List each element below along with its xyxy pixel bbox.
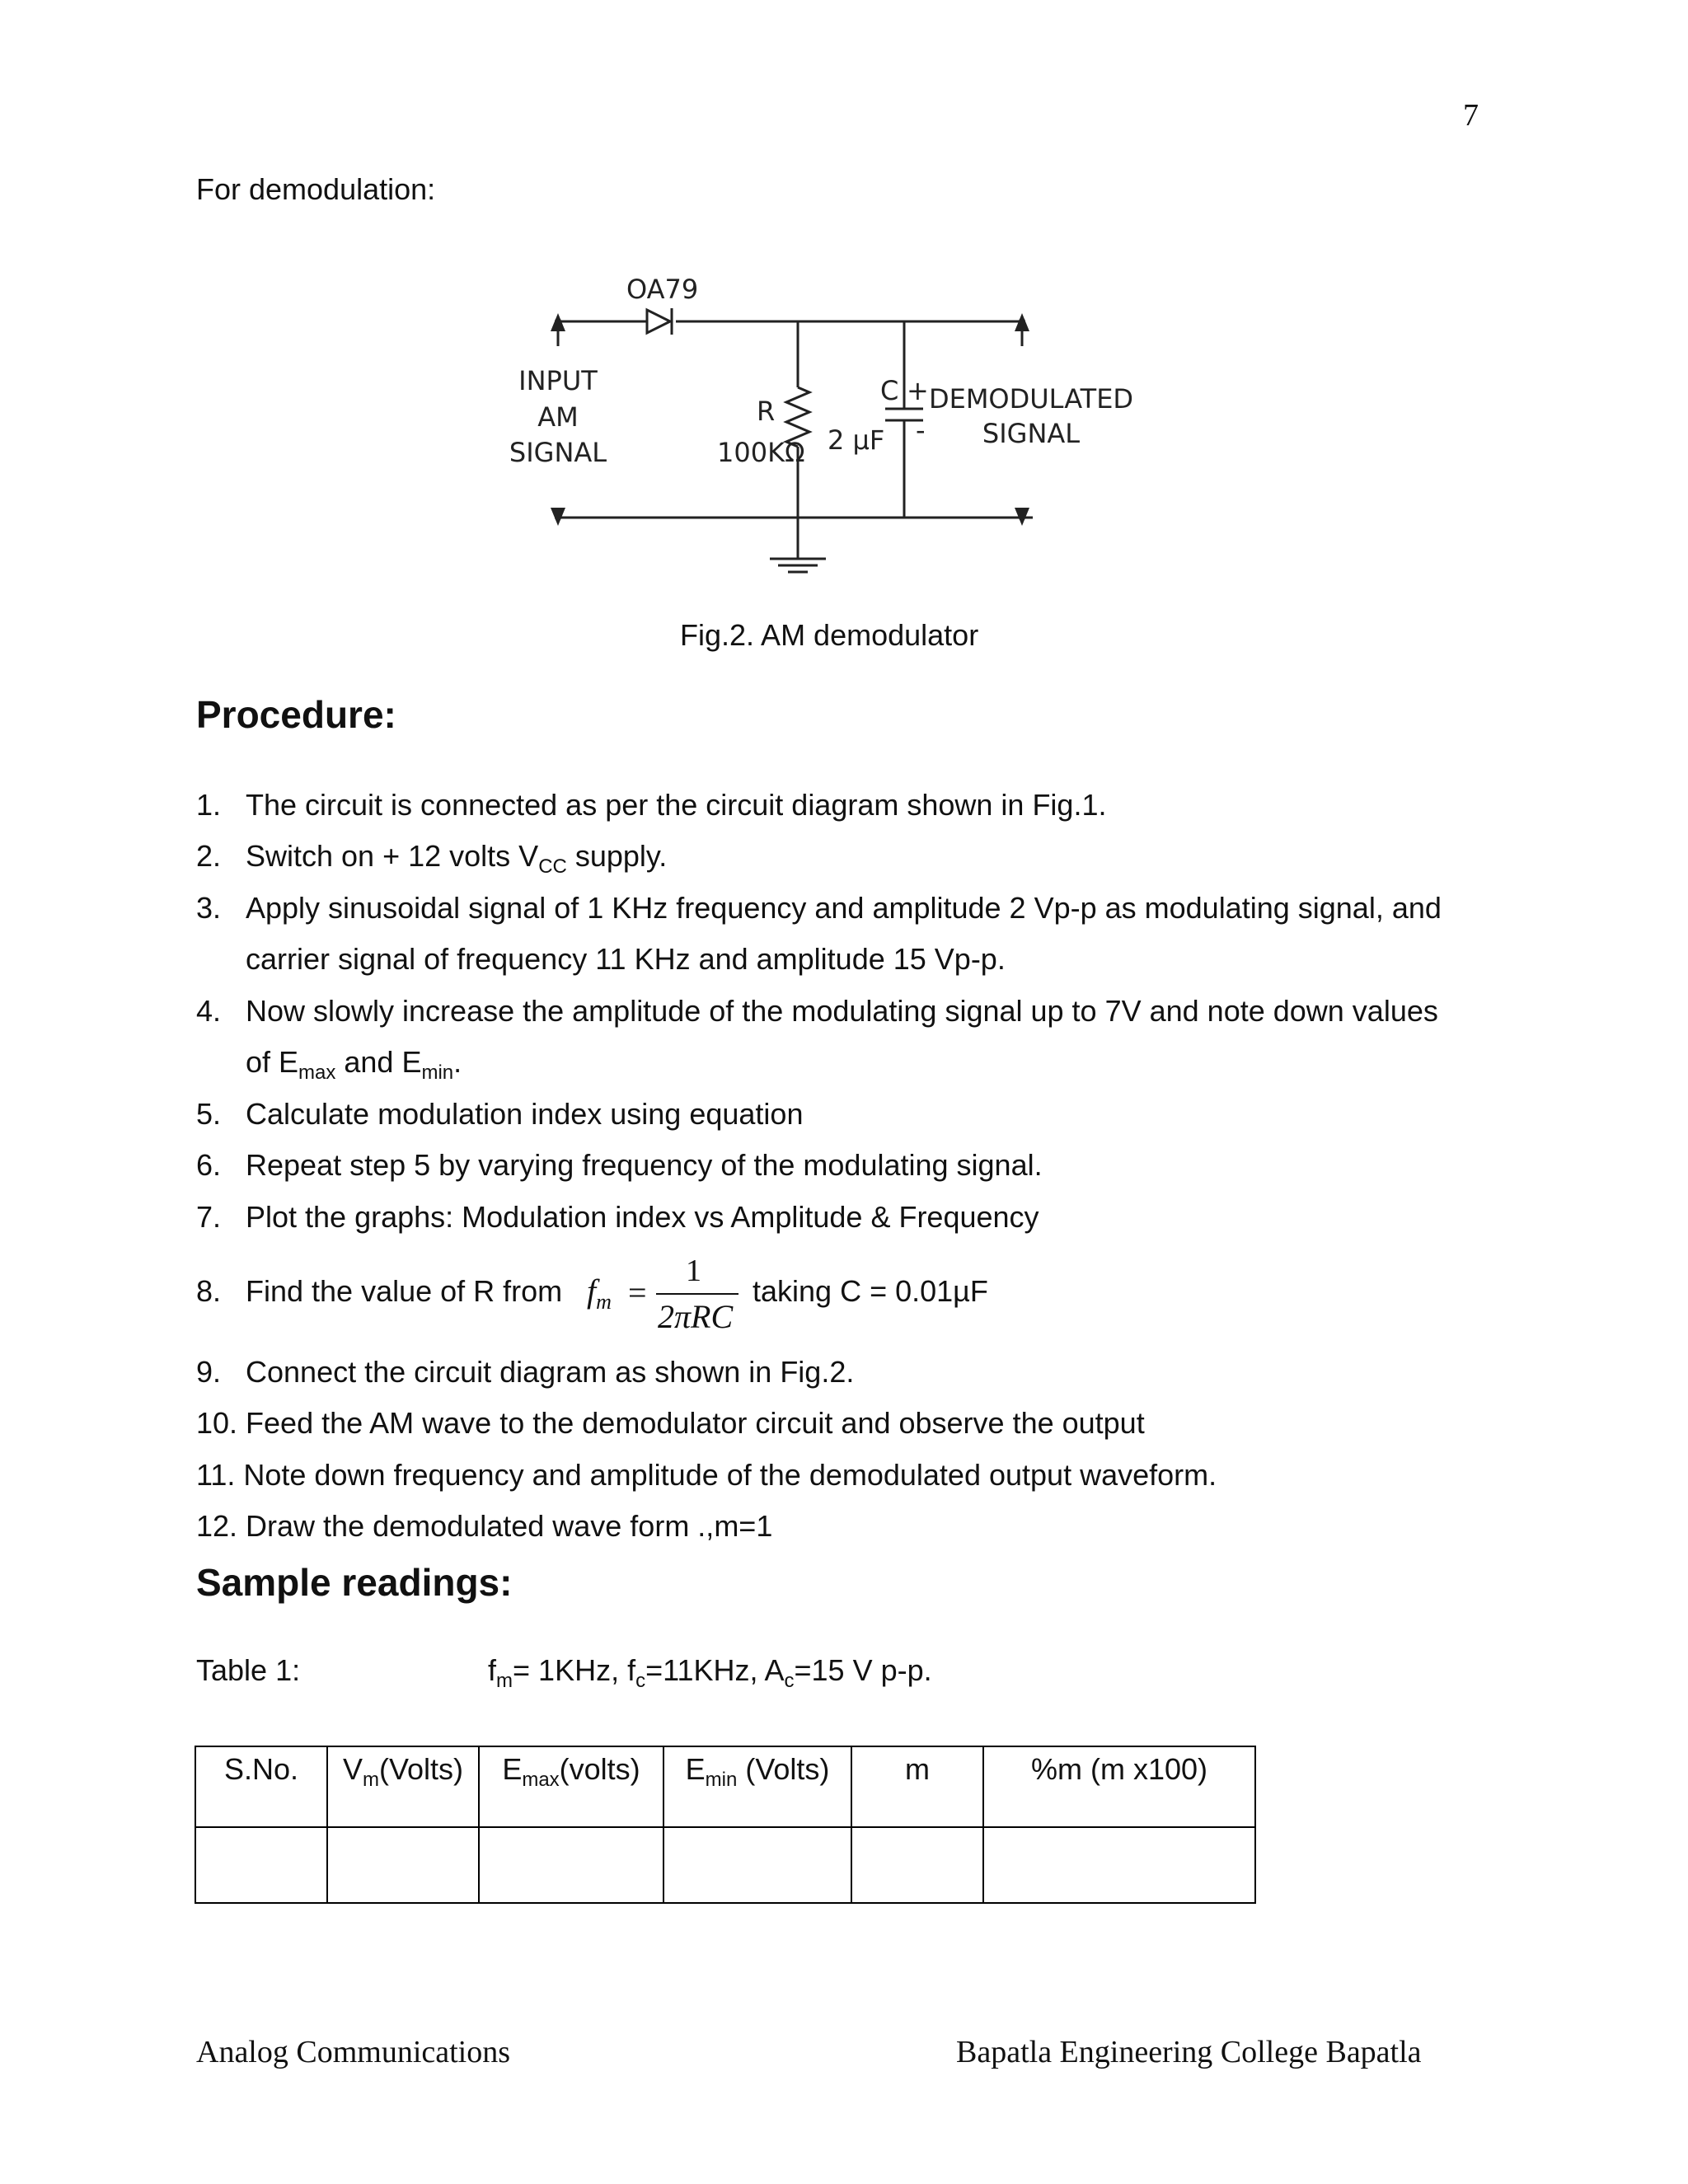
step-text: Calculate modulation index using equation (246, 1097, 804, 1131)
step-number: 8. (196, 1274, 222, 1308)
step-number: 7. (196, 1200, 222, 1234)
step-number: 9. (196, 1355, 222, 1389)
footer-right: Bapatla Engineering College Bapatla (956, 2035, 1422, 2069)
table-cell[interactable] (327, 1827, 479, 1903)
input-label-line2: AM (537, 401, 579, 433)
col-emax: $E_{max}(volts)$ (479, 1746, 663, 1827)
step-number: 2. (196, 839, 222, 873)
table-cell[interactable] (851, 1827, 983, 1903)
output-label-line1: DEMODULATED (928, 383, 1134, 415)
col-sno: S.No. (195, 1746, 327, 1827)
step-text: Plot the graphs: Modulation index vs Amplitude & Frequency (246, 1200, 1039, 1234)
procedure-heading: Procedure: (196, 693, 396, 736)
am-demodulator-circuit (495, 264, 1170, 577)
table-label: Table 1: (196, 1653, 301, 1687)
step-text: Switch on + 12 volts $V_{CC}$ supply. (246, 839, 668, 878)
resistor-value: 100KΩ (717, 437, 805, 468)
footer-left: Analog Communications (196, 2035, 511, 2069)
figure-caption: Fig.2. AM demodulator (680, 618, 979, 652)
step-number: 1. (196, 788, 222, 822)
step-11: 11. Note down frequency and amplitude of the demodulated output waveform. (196, 1458, 1217, 1492)
table-cell[interactable] (479, 1827, 663, 1903)
table-conditions: $f_m= 1KHz$, $f_c=11KHz$, $A_c=15$ V p-p. (488, 1653, 932, 1692)
step-number: 6. (196, 1148, 222, 1182)
table-cell[interactable] (195, 1827, 327, 1903)
sample-readings-heading: Sample readings: (196, 1561, 513, 1604)
formula-equals: = (628, 1274, 647, 1311)
col-m: m (851, 1746, 983, 1827)
step-text-line2: carrier signal of frequency 11 KHz and amplitude 15 Vp-p. (246, 942, 1006, 976)
formula-denominator: 2πRC (658, 1298, 734, 1335)
resistor-name: R (757, 396, 776, 427)
capacitor-name: C (880, 375, 899, 406)
intro-text: For demodulation: (196, 172, 436, 206)
input-label-line3: SIGNAL (509, 437, 607, 468)
diode-symbol (647, 308, 672, 335)
table-header-row (195, 1746, 1255, 1827)
input-label-line1: INPUT (518, 365, 598, 396)
table-cell[interactable] (983, 1827, 1255, 1903)
sample-readings-table (195, 1746, 1256, 1904)
col-vm: $V_m(Volts)$ (327, 1746, 479, 1827)
step-8-suffix: taking C = 0.01µF (753, 1274, 988, 1308)
step-number: 4. (196, 994, 222, 1028)
step-number: 5. (196, 1097, 222, 1131)
formula-numerator: 1 (686, 1254, 701, 1288)
capacitor-minus: - (916, 415, 926, 446)
step-12: 12. Draw the demodulated wave form .,m=1 (196, 1509, 773, 1543)
step-text: Find the value of R from (246, 1274, 563, 1308)
col-emin: $E_{min}$ (Volts) (663, 1746, 851, 1827)
step-text-line1: Now slowly increase the amplitude of the modulating signal up to 7V and note down values (246, 994, 1438, 1028)
col-percent-m: %m (m x100) (983, 1746, 1255, 1827)
capacitor-plus: + (907, 375, 929, 406)
table-row (195, 1827, 1255, 1903)
step-text-line2: of $E_{max}$ and $E_{min}$. (246, 1045, 462, 1084)
step-text: The circuit is connected as per the circuit diagram shown in Fig.1. (246, 788, 1107, 822)
step-10: 10. Feed the AM wave to the demodulator circuit and observe the output (196, 1406, 1145, 1440)
formula-f: $f_m$ (587, 1272, 612, 1314)
table-cell[interactable] (663, 1827, 851, 1903)
step-number: 3. (196, 891, 222, 925)
output-label-line2: SIGNAL (982, 418, 1081, 449)
step-text: Repeat step 5 by varying frequency of the modulating signal. (246, 1148, 1043, 1182)
fraction-bar (656, 1293, 738, 1295)
diode-label: OA79 (626, 274, 699, 305)
step-text-line1: Apply sinusoidal signal of 1 KHz frequency and amplitude 2 Vp-p as modulating signal, and (246, 891, 1442, 925)
step-text: Connect the circuit diagram as shown in Fig.2. (246, 1355, 855, 1389)
capacitor-value: 2 µF (828, 424, 885, 456)
page-number: 7 (1463, 98, 1479, 133)
